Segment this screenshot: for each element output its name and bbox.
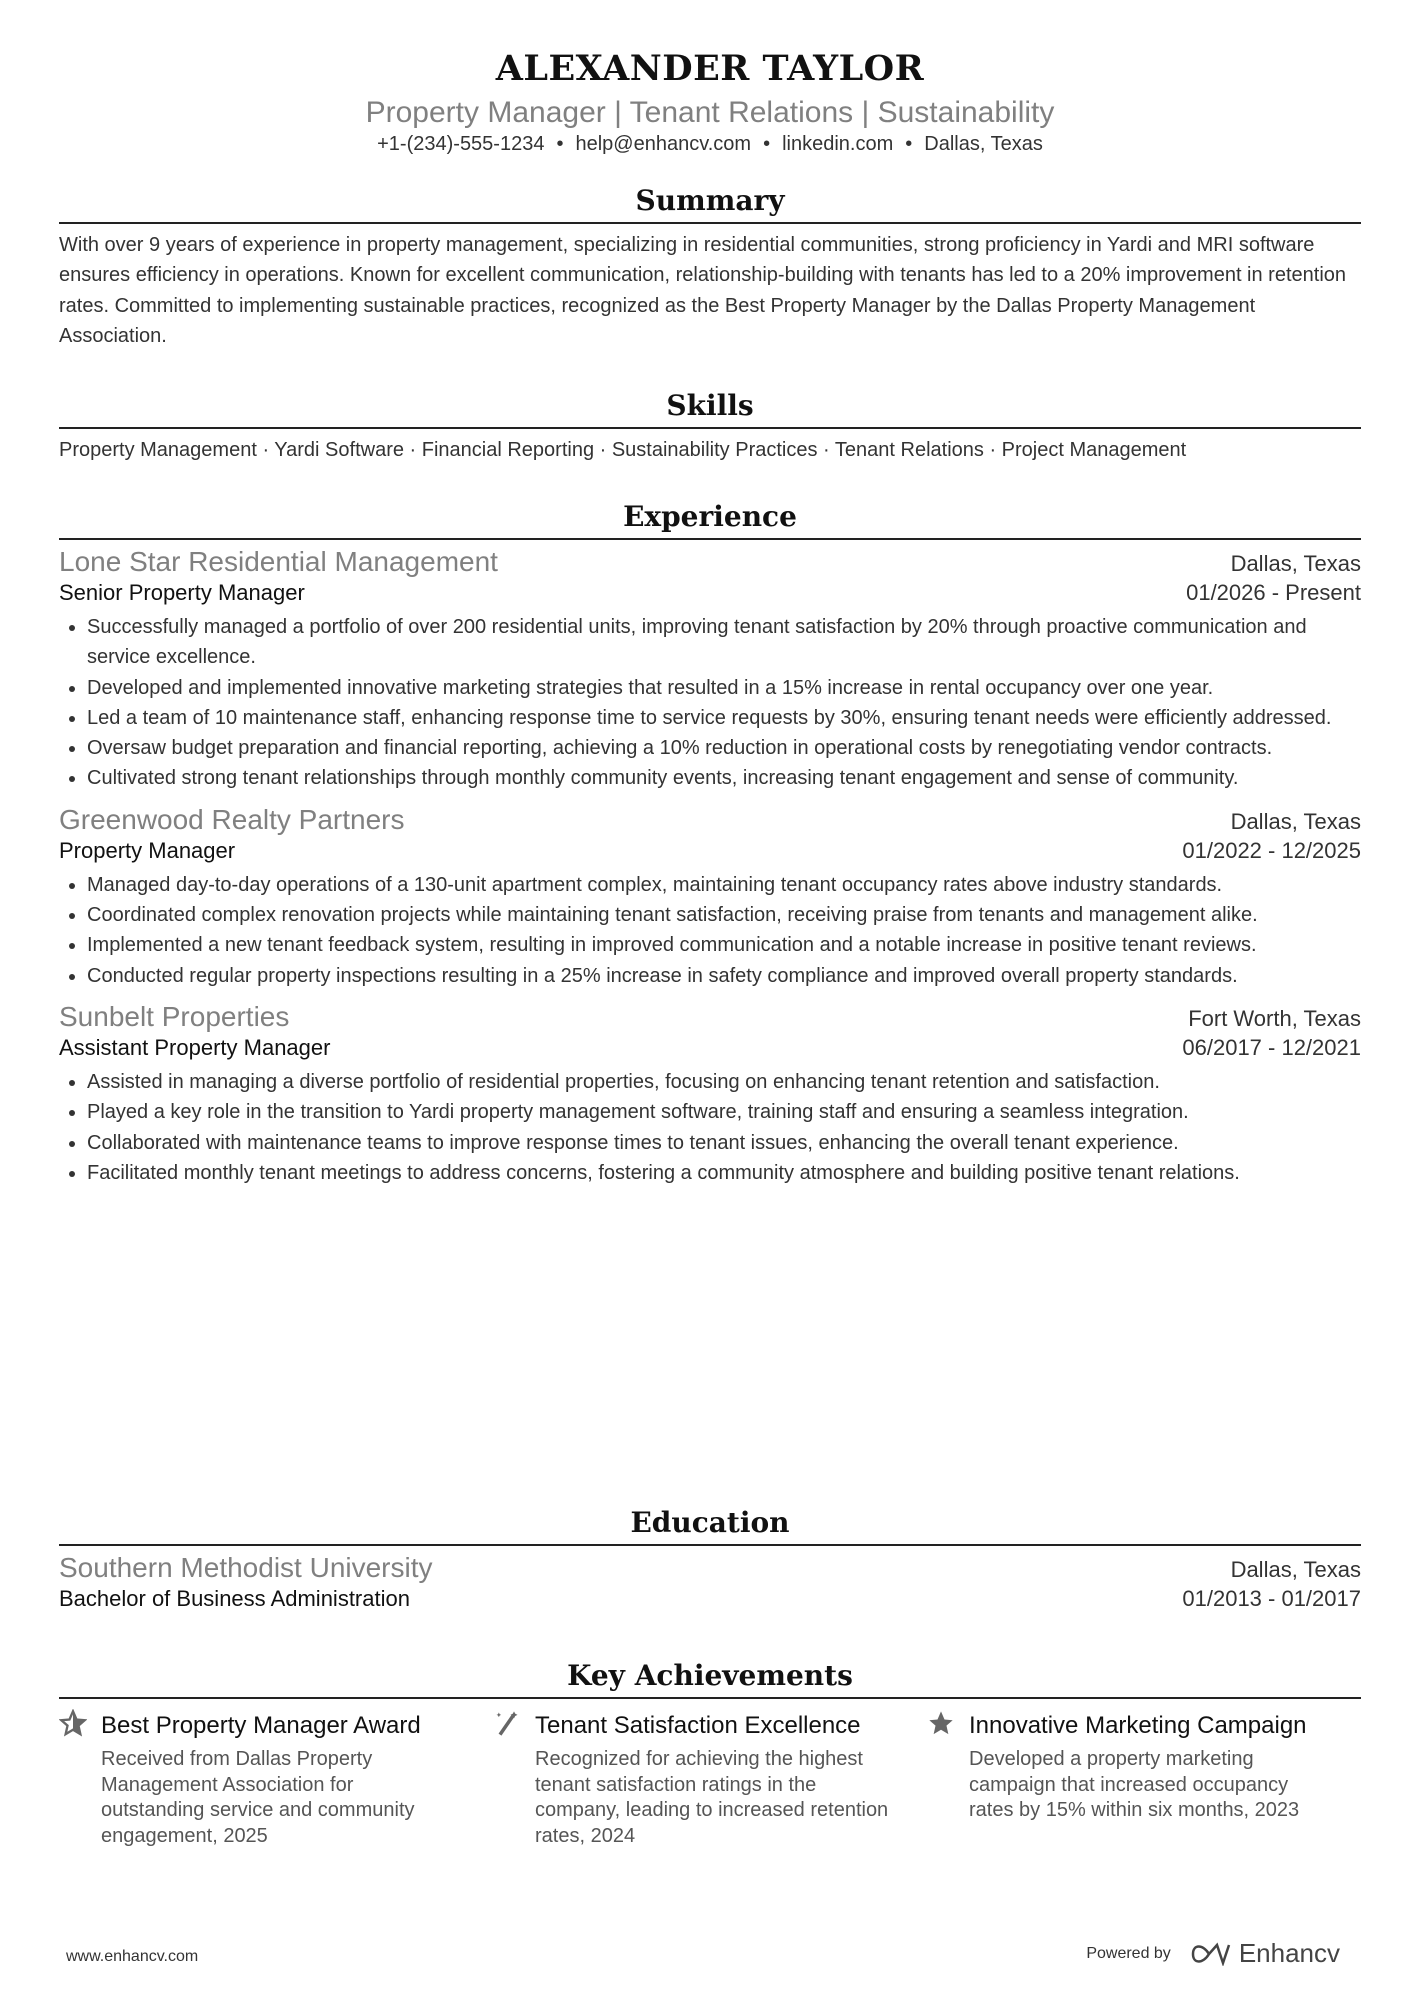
magic-wand-icon bbox=[493, 1709, 535, 1849]
star-filled-icon bbox=[927, 1709, 969, 1849]
job-entry bbox=[59, 546, 1361, 794]
separator: • bbox=[905, 133, 913, 155]
school-location: Dallas, Texas bbox=[1230, 1557, 1361, 1582]
achievement-title: Best Property Manager Award bbox=[101, 1712, 421, 1739]
enhancv-logo[interactable] bbox=[1189, 1938, 1340, 1969]
education-section bbox=[59, 1504, 1361, 1612]
summary-section bbox=[59, 182, 1361, 351]
job-location: Dallas, Texas bbox=[1230, 808, 1361, 834]
job-location: Dallas, Texas bbox=[1230, 551, 1361, 576]
degree: Bachelor of Business Administration bbox=[59, 1586, 410, 1611]
achievement-title: Tenant Satisfaction Excellence bbox=[535, 1712, 861, 1739]
divider bbox=[59, 1544, 1361, 1546]
company-name: Greenwood Realty Partners bbox=[59, 803, 405, 835]
experience-section bbox=[59, 498, 1361, 1188]
bullet-item: • Led a team of 10 maintenance staff, enhancing response time to service requests by 30%, ensuring tenant needs were efficiently addressed. bbox=[87, 703, 1361, 733]
section-title: Summary bbox=[635, 184, 785, 217]
job-bullets bbox=[59, 612, 1361, 794]
divider bbox=[59, 222, 1361, 224]
bullet-item: • Managed day-to-day operations of a 130-unit apartment complex, maintaining tenant occupancy rates above industry standards. bbox=[87, 870, 1361, 900]
candidate-subtitle: Property Manager | Tenant Relations | Sustainability bbox=[365, 96, 1055, 129]
footer-branding bbox=[1086, 1938, 1340, 1969]
phone: +1-(234)-555-1234 bbox=[377, 133, 545, 155]
education-dates: 01/2013 - 01/2017 bbox=[1182, 1586, 1361, 1611]
candidate-name: ALEXANDER TAYLOR bbox=[495, 48, 925, 89]
job-dates: 01/2026 - Present bbox=[1186, 580, 1361, 605]
job-title: Senior Property Manager bbox=[59, 580, 305, 605]
contact-info bbox=[59, 133, 1361, 156]
job-bullets bbox=[59, 1067, 1361, 1188]
bullet-item: • Successfully managed a portfolio of over 200 residential units, improving tenant satisfaction by 20% through proactive communication and service excellence. bbox=[87, 612, 1361, 673]
bullet-item: • Cultivated strong tenant relationships through monthly community events, increasing tenant engagement and sense of community. bbox=[87, 763, 1361, 793]
education-entry bbox=[59, 1552, 1361, 1612]
bullet-item: • Coordinated complex renovation projects while maintaining tenant satisfaction, receiving praise from tenants and management alike. bbox=[87, 900, 1361, 930]
divider bbox=[59, 1697, 1361, 1699]
star-outline-icon bbox=[59, 1709, 101, 1849]
summary-text: With over 9 years of experience in property management, specializing in residential communities, strong proficiency in Yardi and MRI software ensures efficiency in operations. Known for excellent communication, relationship-building with tenants has led to a 20% improvement in retention rates. Committed to implementing sustainable practices, recognized as the Best Property Manager by the Dallas Property Management Association. bbox=[59, 234, 1347, 347]
bullet-item: • Assisted in managing a diverse portfolio of residential properties, focusing on enhancing tenant retention and satisfaction. bbox=[87, 1067, 1361, 1097]
email[interactable]: help@enhancv.com bbox=[575, 133, 752, 155]
separator: • bbox=[763, 133, 771, 155]
divider bbox=[59, 427, 1361, 429]
job-entry bbox=[59, 804, 1361, 991]
brand-name: Enhancv bbox=[1238, 1938, 1340, 1968]
job-entry bbox=[59, 1001, 1361, 1188]
divider bbox=[59, 538, 1361, 540]
school-name: Southern Methodist University bbox=[59, 1552, 433, 1583]
section-title: Key Achievements bbox=[567, 1659, 853, 1692]
achievements-section bbox=[59, 1657, 1361, 1849]
job-dates: 01/2022 - 12/2025 bbox=[1182, 837, 1361, 863]
bullet-item: • Collaborated with maintenance teams to improve response times to tenant issues, enhancing the overall tenant experience. bbox=[87, 1128, 1361, 1158]
bullet-item: • Implemented a new tenant feedback system, resulting in improved communication and a notable increase in positive tenant reviews. bbox=[87, 930, 1361, 960]
separator: • bbox=[556, 133, 564, 155]
bullet-item: • Oversaw budget preparation and financial reporting, achieving a 10% reduction in operational costs by renegotiating vendor contracts. bbox=[87, 733, 1361, 763]
achievement-item bbox=[927, 1709, 1361, 1849]
section-title: Skills bbox=[666, 389, 754, 422]
achievement-description: Recognized for achieving the highest tenant satisfaction ratings in the company, leading to increased retention rates, 2024 bbox=[535, 1748, 889, 1847]
job-title: Property Manager bbox=[59, 837, 236, 863]
bullet-item: • Played a key role in the transition to Yardi property management software, training staff and ensuring a seamless integration. bbox=[87, 1097, 1361, 1127]
powered-by-label: Powered by bbox=[1086, 1944, 1171, 1962]
bullet-item: • Developed and implemented innovative marketing strategies that resulted in a 15% increase in rental occupancy over one year. bbox=[87, 673, 1361, 703]
achievement-description: Received from Dallas Property Management Association for outstanding service and community engagement, 2025 bbox=[101, 1748, 415, 1847]
footer-website[interactable]: www.enhancv.com bbox=[66, 1948, 199, 1965]
bullet-item: • Conducted regular property inspections resulting in a 25% increase in safety compliance and improved overall property standards. bbox=[87, 961, 1361, 991]
linkedin[interactable]: linkedin.com bbox=[782, 133, 894, 155]
job-location: Fort Worth, Texas bbox=[1188, 1005, 1361, 1031]
achievement-item bbox=[493, 1709, 927, 1849]
bullet-item: • Facilitated monthly tenant meetings to address concerns, fostering a community atmosphere and building positive tenant relations. bbox=[87, 1158, 1361, 1188]
achievement-item bbox=[59, 1709, 493, 1849]
achievement-description: Developed a property marketing campaign that increased occupancy rates by 15% within six months, 2023 bbox=[969, 1748, 1300, 1821]
job-dates: 06/2017 - 12/2021 bbox=[1182, 1034, 1361, 1060]
achievement-title: Innovative Marketing Campaign bbox=[969, 1712, 1307, 1739]
enhancv-logo-icon bbox=[1189, 1942, 1233, 1966]
job-bullets bbox=[59, 870, 1361, 991]
section-title: Experience bbox=[623, 500, 797, 533]
skills-list: Property Management · Yardi Software · Financial Reporting · Sustainability Practices · Tenant Relations · Project Management bbox=[59, 439, 1187, 461]
section-title: Education bbox=[630, 1506, 790, 1539]
company-name: Lone Star Residential Management bbox=[59, 546, 498, 577]
company-name: Sunbelt Properties bbox=[59, 1000, 290, 1032]
location: Dallas, Texas bbox=[924, 133, 1043, 155]
skills-section bbox=[59, 387, 1361, 465]
job-title: Assistant Property Manager bbox=[59, 1034, 331, 1060]
